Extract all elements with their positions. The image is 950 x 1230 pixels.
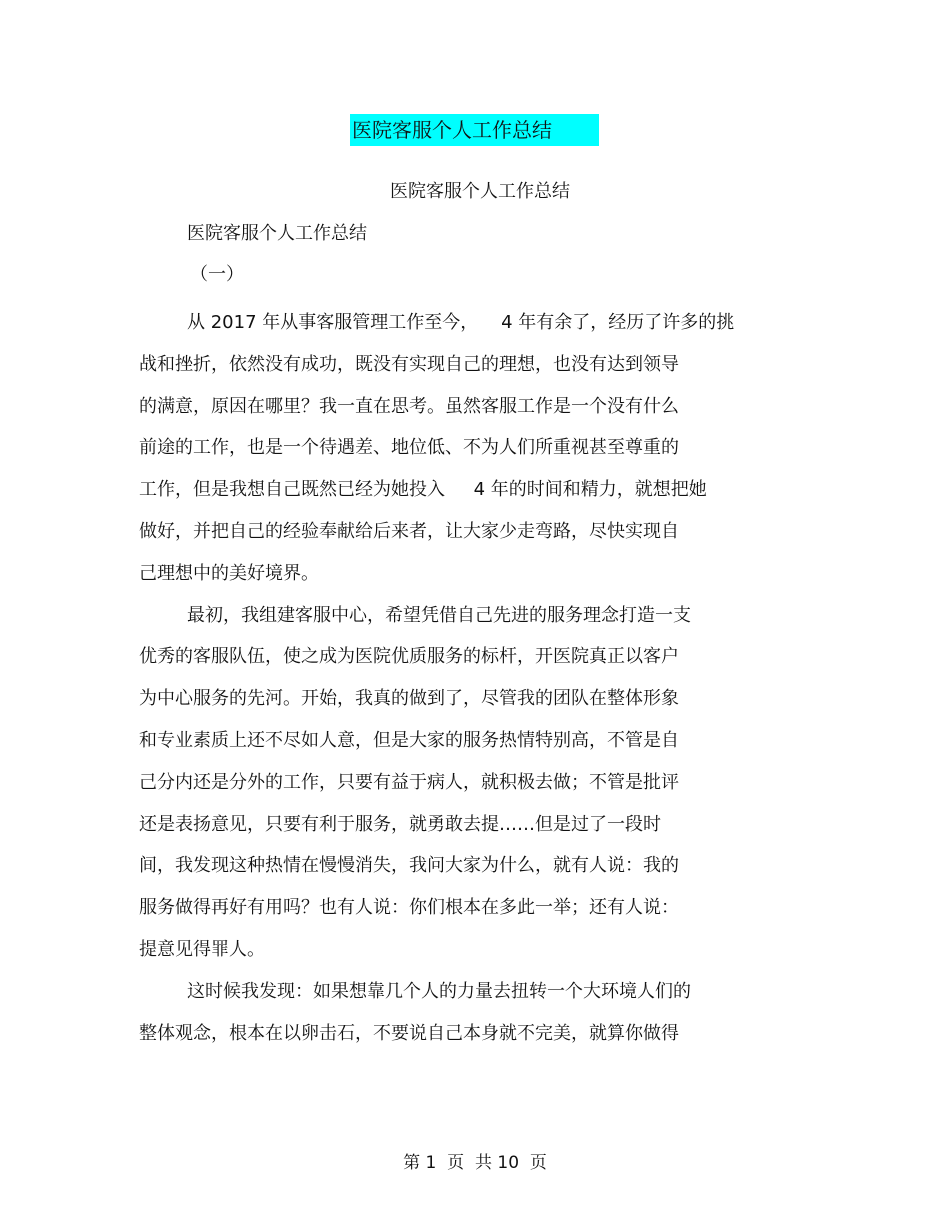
body-line: 服务做得再好有用吗？也有人说：你们根本在多此一举；还有人说： (139, 897, 679, 919)
body-line: 工作，但是我想自己既然已经为她投入 4 年的时间和精力，就想把她 (139, 479, 707, 501)
body-line: 的满意，原因在哪里？我一直在思考。虽然客服工作是一个没有什么 (139, 395, 679, 417)
body-line: 战和挫折，依然没有成功，既没有实现自己的理想，也没有达到领导 (139, 353, 679, 375)
body-line: 提意见得罪人。 (139, 938, 265, 960)
page-footer: 第 1 页 共 10 页 (403, 1153, 547, 1173)
document-subtitle: 医院客服个人工作总结 (390, 181, 570, 202)
body-line: 己理想中的美好境界。 (139, 562, 319, 584)
body-line: 最初，我组建客服中心，希望凭借自己先进的服务理念打造一支 (187, 604, 691, 626)
body-line: 从 2017 年从事客服管理工作至今， 4 年有余了，经历了许多的挑 (187, 312, 735, 333)
section-marker: （一） (190, 264, 244, 285)
body-line: 做好，并把自己的经验奉献给后来者，让大家少走弯路，尽快实现自 (139, 520, 679, 542)
highlighted-title: 医院客服个人工作总结 (350, 114, 599, 146)
body-line: 为中心服务的先河。开始，我真的做到了，尽管我的团队在整体形象 (139, 688, 679, 710)
body-line: 己分内还是分外的工作，只要有益于病人，就积极去做；不管是批评 (139, 771, 679, 793)
body-line: 这时候我发现：如果想靠几个人的力量去扭转一个大环境人们的 (187, 980, 691, 1002)
body-line: 还是表扬意见，只要有利于服务，就勇敢去提……但是过了一段时 (139, 813, 661, 835)
body-line: 间，我发现这种热情在慢慢消失，我问大家为什么，就有人说：我的 (139, 855, 679, 877)
body-line: 整体观念，根本在以卵击石，不要说自己本身就不完美，就算你做得 (139, 1022, 679, 1044)
body-line: 优秀的客服队伍，使之成为医院优质服务的标杆，开医院真正以客户 (139, 646, 679, 668)
body-line: 和专业素质上还不尽如人意，但是大家的服务热情特别高，不管是自 (139, 729, 679, 751)
body-text (139, 302, 799, 1054)
document-heading: 医院客服个人工作总结 (187, 223, 367, 244)
body-line: 前途的工作，也是一个待遇差、地位低、不为人们所重视甚至尊重的 (139, 437, 679, 459)
